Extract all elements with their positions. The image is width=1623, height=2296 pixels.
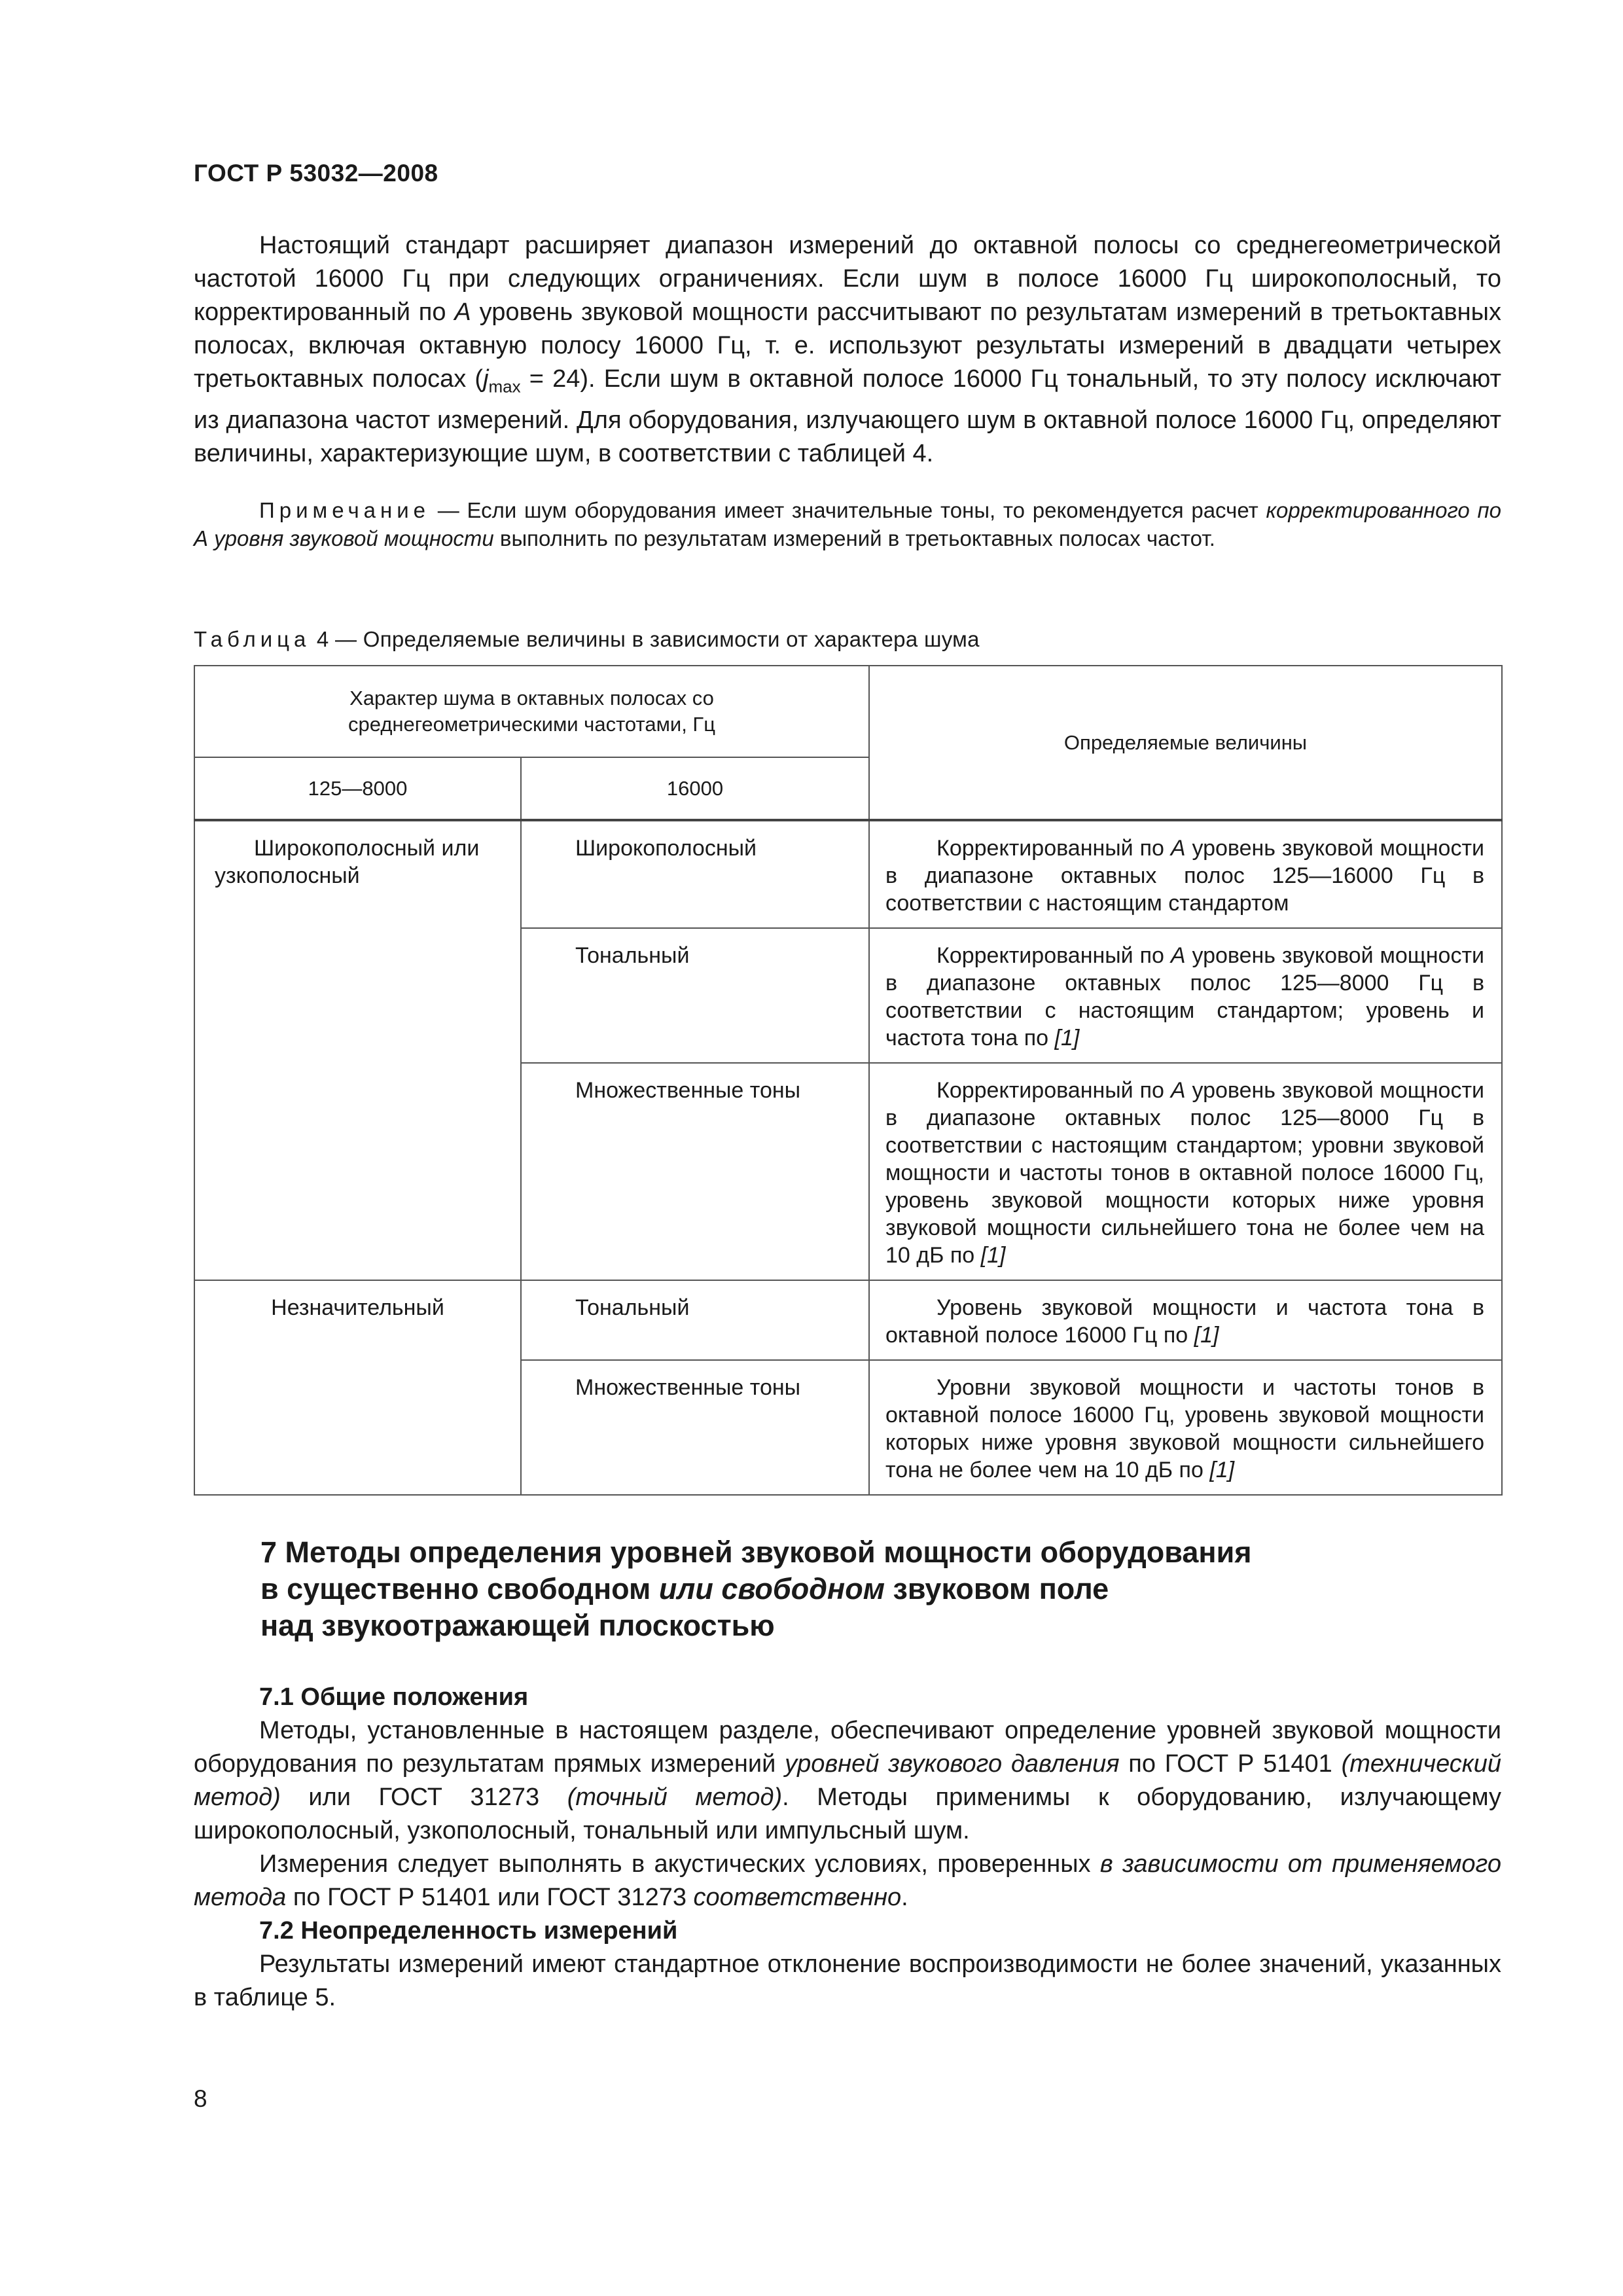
- note-paragraph: Примечание — Если шум оборудования имеет значительные тоны, то рекомендуется расчет корректированного по А уровня звуковой мощности выполнить по результатам измерений в третьоктавных полосах частот.: [194, 498, 1501, 550]
- cell-multiple-tones: Множественные тоны: [521, 1360, 869, 1495]
- cell-values-r4: Уровень звуковой мощности и частота тона в октавной полосе 16000 Гц по [1]: [869, 1280, 1502, 1360]
- intro-paragraph: Настоящий стандарт расширяет диапазон измерений до октавной полосы со среднегеометрической частотой 16000 Гц при следующих ограничениях. Если шум в полосе 16000 Гц широкополосный, то корректированный по А уровень звуковой мощности рассчитывают по результатам измерений в третьоктавных полосах, включая октавную полосу 16000 Гц, т. е. используют результаты измерений в двадцати четырех третьоктавных полосах $(j_{max} = 24)$. Если шум в октавной полосе 16000 Гц тональный, то эту полосу исключают из диапазона частот измерений. Для оборудования, излучающего шум в октавной полосе 16000 Гц, определяют величины, характеризующие шум, в соответствии с таблицей 4.: [194, 232, 1501, 467]
- cell-values-r2: Корректированный по А уровень звуковой мощности в диапазоне октавных полос 125—8000 Гц в соответствии с настоящим стандартом; уровень и частота тона по [1]: [869, 928, 1502, 1063]
- header-125-8000: 125—8000: [194, 757, 521, 820]
- page-number: 8: [194, 2085, 207, 2112]
- cell-values-r1: Корректированный по А уровень звуковой мощности в диапазоне октавных полос 125—16000 Гц в соответствии с настоящим стандартом: [869, 820, 1502, 928]
- table-row: [194, 1280, 1502, 1360]
- note-block: [194, 496, 1501, 552]
- cell-tonal: Тональный: [521, 928, 869, 1063]
- section-7-title: 7 Методы определения уровней звуковой мощности оборудования в существенно свободном или свободном звуковом поле над звукоотражающей плоскостью: [260, 1535, 1252, 1642]
- note-label: Примечание: [259, 498, 431, 522]
- section-7-2-paragraph: Результаты измерений имеют стандартное отклонение воспроизводимости не более значений, указанных в таблице 5.: [194, 1950, 1501, 2011]
- header-16000: 16000: [521, 757, 869, 820]
- cell-broadband: Широкополосный: [521, 820, 869, 928]
- section-7-1-heading: 7.1 Общие положения: [259, 1683, 529, 1711]
- cell-tonal: Тональный: [521, 1280, 869, 1360]
- section-7-2-heading: 7.2 Неопределенность измерений: [259, 1917, 678, 1945]
- cell-broadband-or-narrowband: Широкополосный или узкополосный: [194, 820, 521, 1280]
- cell-values-r3: Корректированный по А уровень звуковой мощности в диапазоне октавных полос 125—8000 Гц в соответствии с настоящим стандартом; уровни звуковой мощности и частоты тонов в октавной полосе 16000 Гц, уровень звуковой мощности которых ниже уровня звуковой мощности сильнейшего тона не более чем на 10 дБ по [1]: [869, 1063, 1502, 1280]
- header-determined-values: Определяемые величины: [869, 666, 1502, 820]
- intro-block: [194, 229, 1501, 471]
- cell-values-r5: Уровни звуковой мощности и частоты тонов в октавной полосе 16000 Гц, уровень звуковой мощности которых ниже уровня звуковой мощности сильнейшего тона не более чем на 10 дБ по [1]: [869, 1360, 1502, 1495]
- table-4-caption: Таблица 4 — Определяемые величины в зависимости от характера шума: [194, 627, 980, 651]
- section-7-1: [194, 1681, 1501, 2015]
- header-noise-character: Характер шума в октавных полосах со среднегеометрическими частотами, Гц: [194, 666, 869, 757]
- table-4: [194, 665, 1503, 1496]
- table-row: [194, 820, 1502, 928]
- section-7-1-paragraph-2: Измерения следует выполнять в акустических условиях, проверенных в зависимости от применяемого метода по ГОСТ Р 51401 или ГОСТ 31273 соответственно.: [194, 1850, 1501, 1911]
- standard-code-header: ГОСТ Р 53032—2008: [194, 160, 438, 187]
- section-7-1-paragraph-1: Методы, установленные в настоящем разделе, обеспечивают определение уровней звуковой мощности оборудования по результатам прямых измерений уровней звукового давления по ГОСТ Р 51401 (технический метод) или ГОСТ 31273 (точный метод). Методы применимы к оборудованию, излучающему широкополосный, узкополосный, тональный или импульсный шум.: [194, 1717, 1502, 1844]
- cell-multiple-tones: Множественные тоны: [521, 1063, 869, 1280]
- cell-insignificant: Незначительный: [194, 1280, 521, 1495]
